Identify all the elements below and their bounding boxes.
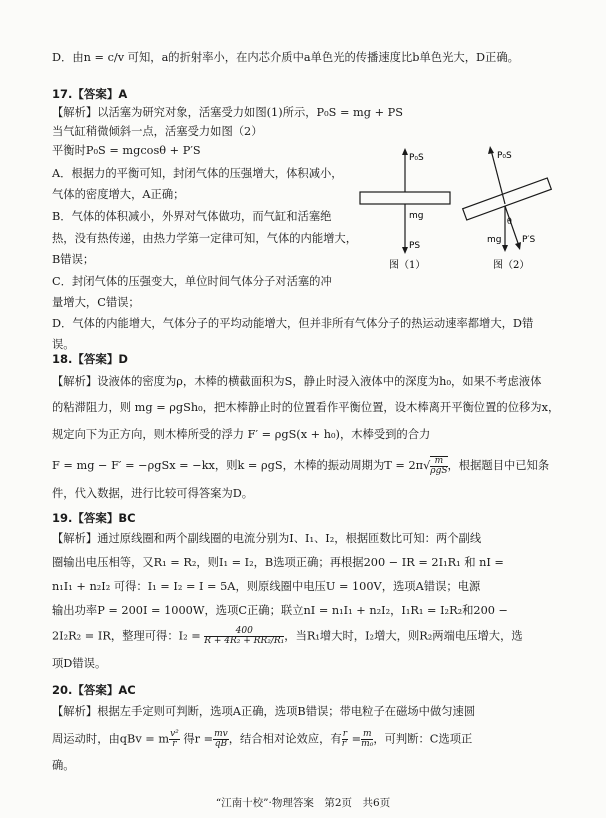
fraction-denominator: R + 4R₂ + RR₂/R₁: [204, 636, 285, 646]
arrowhead: [515, 242, 521, 250]
arrowhead: [502, 245, 508, 252]
radius-fraction: [213, 730, 229, 749]
label-mg-2: mg: [487, 235, 502, 245]
fraction-denominator: qB: [214, 739, 228, 749]
force-arrow-pps: [505, 206, 519, 246]
q18-line-4-part-a: F = mg − F′ = −ρgSx = −kx，则k = ρgS，木棒的振动周期为T = 2π: [52, 459, 424, 472]
piston: [360, 192, 450, 204]
q20-answer-heading: 20.【答案】AC: [52, 683, 136, 697]
q20-analysis-line-1: 【解析】根据左手定则可判断，选项A正确，选项B错误；带电粒子在磁场中做匀速圆: [52, 705, 476, 718]
q19-line-5-part-b: ，当R₁增大时，I₂增大，则R₂两端电压增大，选: [284, 629, 523, 643]
q18-analysis-line-4: [52, 456, 549, 476]
fraction-denominator: r: [172, 739, 177, 749]
q17-analysis-line-3: 平衡时P₀S = mgcosθ + P′S: [52, 144, 201, 157]
q17-option-a-line-1: A．根据力的平衡可知，封闭气体的压强增大，体积减小，: [52, 167, 343, 180]
q17-option-b-line-1: B．气体的体积减小，外界对气体做功，而气缸和活塞绝: [52, 210, 332, 223]
q20-line-2-part-c: ，结合相对论效应，有: [228, 732, 342, 746]
caption-figure-2: 图（2）: [493, 260, 530, 271]
caption-figure-1: 图（1）: [389, 260, 426, 271]
q19-answer-heading: 19.【答案】BC: [52, 511, 136, 525]
q17-option-d-line-1: D．气体的内能增大，气体分子的平均动能增大，但并非所有气体分子的热运动速率都增大，D错: [52, 317, 534, 330]
label-pps: P′S: [522, 235, 536, 245]
mass-ratio-fraction: [361, 730, 373, 749]
q20-analysis-line-2: [52, 730, 472, 749]
q19-analysis-line-6: 项D错误。: [52, 657, 107, 670]
q20-line-2-part-b: 得r =: [179, 732, 214, 746]
q17-answer-heading: 17.【答案】A: [52, 87, 128, 101]
sqrt-symbol: √: [423, 459, 431, 472]
label-p0s-2: P₀S: [497, 151, 512, 161]
q16-option-d: D．由n = c/v 可知，a的折射率小，在内芯介质中a单色光的传播速度比b单色光大，D正确。: [52, 51, 519, 64]
page-footer: “江南十校”·物理答案 第2页 共6页: [215, 797, 391, 809]
q17-analysis-line-2: 当气缸稍微倾斜一点，活塞受力如图（2）: [52, 125, 263, 138]
q18-analysis-line-2: 的粘滞阻力，则 mg = ρgSh₀，把木棒静止时的位置看作平衡位置，设木棒离开平衡位置的位移为x，: [52, 401, 560, 414]
q18-line-4-part-b: ，根据题目中已知条: [447, 459, 550, 472]
q19-analysis-line-3: n₁I₁ + n₂I₂ 可得：I₁ = I₂ = I = 5A，则原线圈中电压U = 100V，选项A错误；电源: [52, 580, 481, 593]
q18-analysis-line-3: 规定向下为正方向，则木棒所受的浮力 F′ = ρgS(x + h₀)，木棒受到的合力: [52, 428, 431, 441]
fraction-numerator: mv: [214, 729, 228, 739]
q17-option-b-line-2: 热，没有热传递，由热力学第一定律可知，气体的内能增大，: [52, 232, 358, 245]
q20-line-2-part-e: ，可判断：C选项正: [373, 732, 473, 746]
q17-option-c-line-2: 量增大，C错误；: [52, 296, 140, 309]
fraction-numerator: v²: [170, 729, 179, 739]
fraction-denominator: ρgS: [430, 466, 448, 476]
q20-line-2-part-a: 周运动时，由qBv = m: [52, 732, 170, 746]
q19-analysis-line-2: 圈输出电压相等，又R₁ = R₂，则I₁ = I₂，B选项正确；再根据200 − IR = 2I₁R₁ 和 nI =: [52, 556, 504, 569]
q19-analysis-line-1: 【解析】通过原线圈和两个副线圈的电流分别为I、I₁、I₂，根据匝数比可知：两个副线: [52, 532, 482, 545]
label-mg: mg: [409, 211, 424, 221]
label-ps: PS: [409, 241, 421, 251]
fraction-numerator: r: [342, 729, 348, 739]
figure-1: [360, 148, 450, 271]
arrowhead: [488, 146, 494, 154]
q19-line-5-part-a: 2I₂R₂ = IR，整理可得：I₂ =: [52, 629, 201, 643]
label-p0s: P₀S: [409, 153, 424, 163]
fraction-numerator: 400: [204, 627, 284, 637]
q17-analysis-line-1: 【解析】以活塞为研究对象，活塞受力如图(1)所示，P₀S = mg + PS: [52, 106, 403, 119]
period-fraction: [430, 456, 447, 476]
q20-analysis-line-3: 确。: [52, 759, 75, 772]
fraction-numerator: m: [430, 457, 447, 467]
q17-option-b-line-3: B错误；: [52, 253, 95, 266]
q17-option-d-line-2: 误。: [52, 338, 75, 351]
q18-answer-heading: 18.【答案】D: [52, 352, 128, 366]
fraction-numerator: m: [362, 729, 372, 739]
arrowhead: [402, 148, 408, 155]
piston-force-diagrams: [345, 142, 565, 272]
figure-2: [463, 146, 552, 271]
fraction-denominator: m₀: [361, 739, 374, 749]
centripetal-fraction: [169, 730, 180, 749]
i2-fraction: [204, 627, 284, 646]
fraction-denominator: r′: [341, 739, 349, 749]
q20-line-2-part-d: =: [348, 732, 362, 746]
piston-tilted: [463, 178, 552, 220]
arrowhead: [402, 247, 408, 254]
q18-analysis-line-1: 【解析】设液体的密度为ρ，木棒的横截面积为S，静止时浸入液体中的深度为h₀，如果不考虑液体: [52, 375, 542, 388]
q17-option-a-line-2: 气体的密度增大，A正确；: [52, 188, 185, 201]
q17-option-c-line-1: C．封闭气体的压强变大，单位时间气体分子对活塞的冲: [52, 275, 332, 288]
q19-analysis-line-5: [52, 627, 523, 646]
q18-analysis-line-5: 件，代入数据，进行比较可得答案为D。: [52, 487, 254, 500]
label-theta: θ: [507, 217, 512, 226]
q19-analysis-line-4: 输出功率P = 200I = 1000W，选项C正确；联立nI = n₁I₁ + n₂I₂，I₁R₁ = I₂R₂和200 −: [52, 604, 509, 617]
